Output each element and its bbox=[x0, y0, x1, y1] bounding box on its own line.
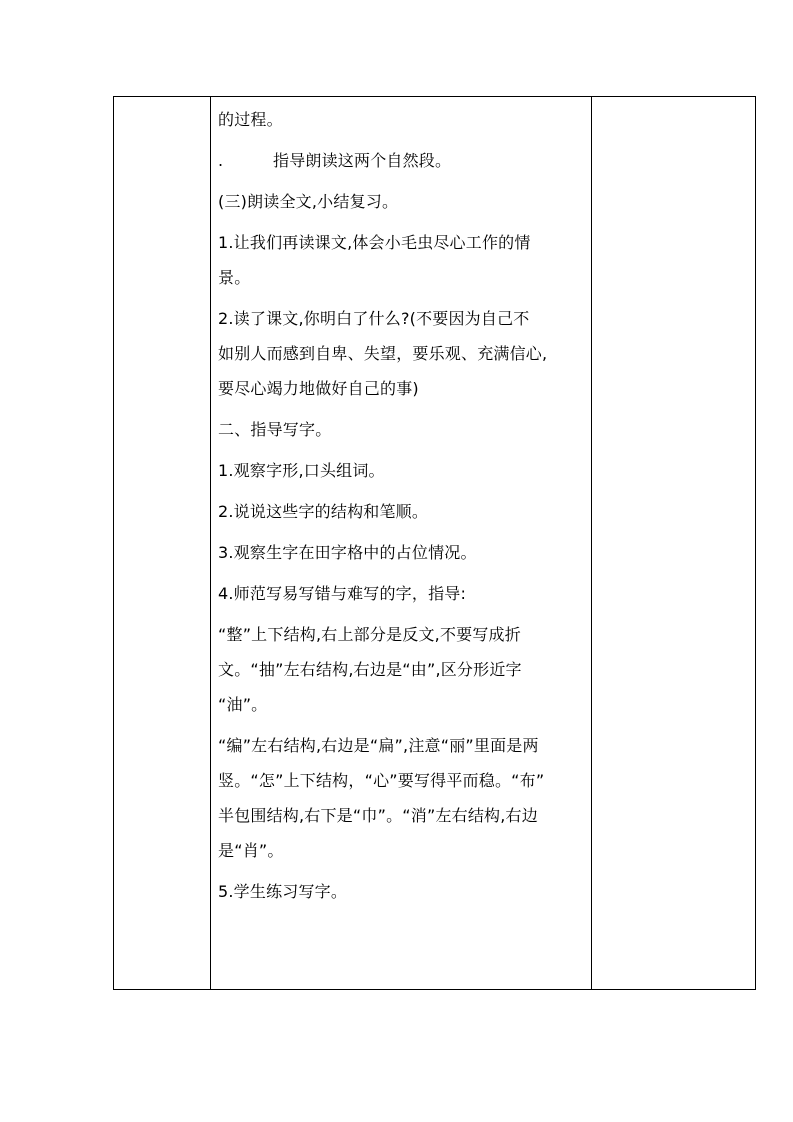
paragraph bbox=[218, 728, 585, 868]
paragraph bbox=[218, 494, 585, 529]
text-line: 的过程。 bbox=[218, 110, 283, 129]
text-line: 半包围结构,右下是“巾”。“消”左右结构,右边 bbox=[218, 806, 538, 825]
content-text bbox=[211, 97, 591, 909]
text-line: 文。“抽”左右结构,右边是“由”,区分形近字 bbox=[218, 660, 522, 679]
paragraph bbox=[218, 453, 585, 488]
text-line: 3.观察生字在田字格中的占位情况。 bbox=[218, 543, 477, 562]
text-line: 2.读了课文,你明白了什么?(不要因为自己不 bbox=[218, 309, 530, 328]
text-line: 是“肖”。 bbox=[218, 841, 284, 860]
text-line: 5.学生练习写字。 bbox=[218, 882, 348, 901]
text-line: 要尽心竭力地做好自己的事) bbox=[218, 379, 419, 398]
text-line: 二、指导写字。 bbox=[218, 420, 332, 439]
text-line: 如别人而感到自卑、失望，要乐观、充满信心, bbox=[218, 344, 548, 363]
text-line: 竖。“怎”上下结构，“心”要写得平而稳。“布” bbox=[218, 771, 545, 790]
text-line: (三)朗读全文,小结复习。 bbox=[218, 192, 399, 211]
text-line: 指导朗读这两个自然段。 bbox=[273, 151, 452, 170]
paragraph bbox=[218, 412, 585, 447]
paragraph bbox=[218, 617, 585, 722]
text-line: “编”左右结构,右边是“扁”,注意“丽”里面是两 bbox=[218, 736, 539, 755]
paragraph bbox=[218, 184, 585, 219]
text-line: 4.师范写易写错与难写的字，指导: bbox=[218, 584, 467, 603]
text-line: “整”上下结构,右上部分是反文,不要写成折 bbox=[218, 625, 521, 644]
text-line: 1.让我们再读课文,体会小毛虫尽心工作的情 bbox=[218, 233, 531, 252]
list-marker: . bbox=[218, 151, 224, 170]
paragraph bbox=[218, 102, 585, 137]
right-column-cell bbox=[592, 97, 756, 990]
paragraph bbox=[218, 301, 585, 406]
paragraph bbox=[218, 576, 585, 611]
table-row bbox=[114, 97, 756, 990]
text-line: 1.观察字形,口头组词。 bbox=[218, 461, 385, 480]
text-line: 景。 bbox=[218, 268, 251, 287]
content-cell bbox=[211, 97, 592, 990]
text-line: 2.说说这些字的结构和笔顺。 bbox=[218, 502, 429, 521]
text-line: “油”。 bbox=[218, 695, 268, 714]
lesson-plan-table bbox=[113, 96, 756, 990]
paragraph bbox=[218, 535, 585, 570]
paragraph bbox=[218, 874, 585, 909]
left-column-cell bbox=[114, 97, 211, 990]
paragraph bbox=[218, 225, 585, 295]
paragraph bbox=[218, 143, 585, 178]
